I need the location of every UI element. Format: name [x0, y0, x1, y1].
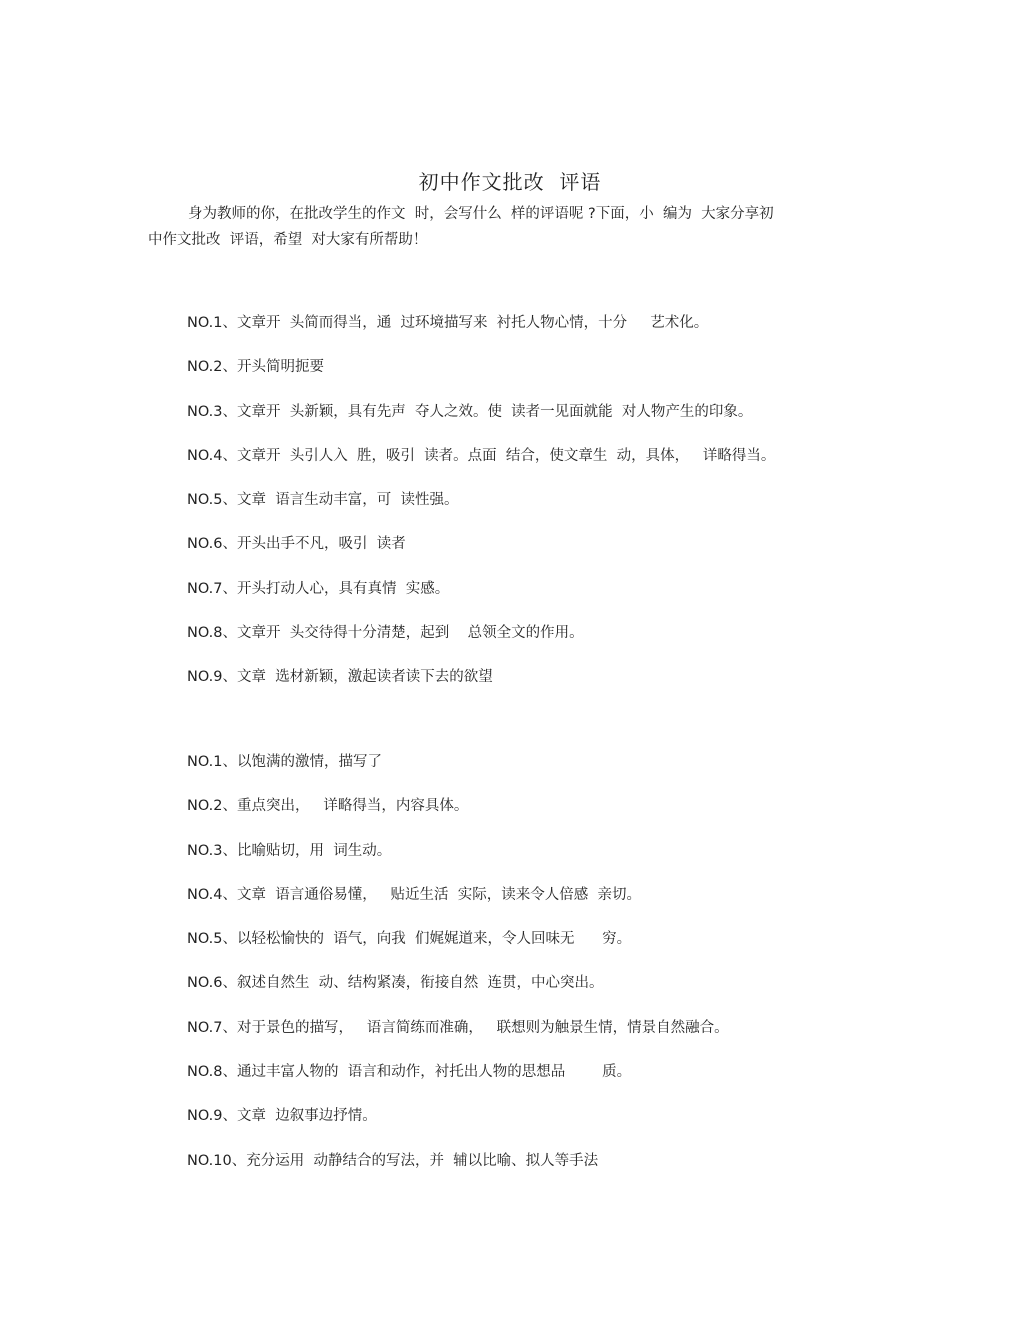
comment-list-opening: [187, 313, 887, 712]
comment-item: NO.5、以轻松愉快的 语气，向我 们娓娓道来，令人回味无 穷。: [187, 931, 632, 948]
comment-item: NO.7、对于景色的描写， 语言简练而准确， 联想则为触景生情，情景自然融合。: [187, 1019, 729, 1036]
comment-item: NO.7、开头打动人心，具有真情 实感。: [187, 580, 450, 597]
comment-item: NO.4、文章 语言通俗易懂， 贴近生活 实际，读来令人倍感 亲切。: [187, 886, 641, 903]
comment-item: NO.6、开头出手不凡，吸引 读者: [187, 536, 406, 553]
comment-item: NO.6、叙述自然生 动、结构紧凑，衔接自然 连贯，中心突出。: [187, 975, 604, 992]
comment-item: NO.10、充分运用 动静结合的写法，并 辅以比喻、拟人等手法: [187, 1152, 599, 1169]
intro-line: 身为教师的你，在批改学生的作文 时，会写什么 样的评语呢 ?下面，小 编为 大家分享初: [188, 206, 774, 222]
comment-item: NO.5、文章 语言生动丰富，可 读性强。: [187, 492, 459, 509]
intro-paragraph: [148, 201, 868, 253]
comment-item: NO.1、文章开 头简而得当，通 过环境描写来 衬托人物心情，十分 艺术化。: [187, 315, 709, 331]
comment-item: NO.8、通过丰富人物的 语言和动作，衬托出人物的思想品 质。: [187, 1064, 632, 1081]
document-title: 初中作文批改 评语: [418, 170, 602, 194]
comment-item: NO.2、开头简明扼要: [187, 359, 325, 376]
comment-item: NO.9、文章 边叙事边抒情。: [187, 1108, 377, 1125]
comment-item: NO.9、文章 选材新颖，激起读者读下去的欲望: [187, 669, 493, 686]
intro-line: 中作文批改 评语，希望 对大家有所帮助！: [148, 232, 428, 248]
comment-item: NO.3、文章开 头新颖，具有先声 夺人之效。使 读者一见面就能 对人物产生的印象。: [187, 403, 753, 420]
comment-item: NO.8、文章开 头交待得十分清楚，起到 总领全文的作用。: [187, 625, 584, 642]
comment-item: NO.1、以饱满的激情，描写了: [187, 754, 383, 770]
comment-item: NO.2、重点突出， 详略得当，内容具体。: [187, 798, 469, 815]
comment-list-body: [187, 752, 887, 1195]
comment-item: NO.3、比喻贴切，用 词生动。: [187, 842, 392, 859]
comment-item: NO.4、文章开 头引人入 胜，吸引 读者。点面 结合，使文章生 动，具体， 详略得当。: [187, 447, 776, 464]
